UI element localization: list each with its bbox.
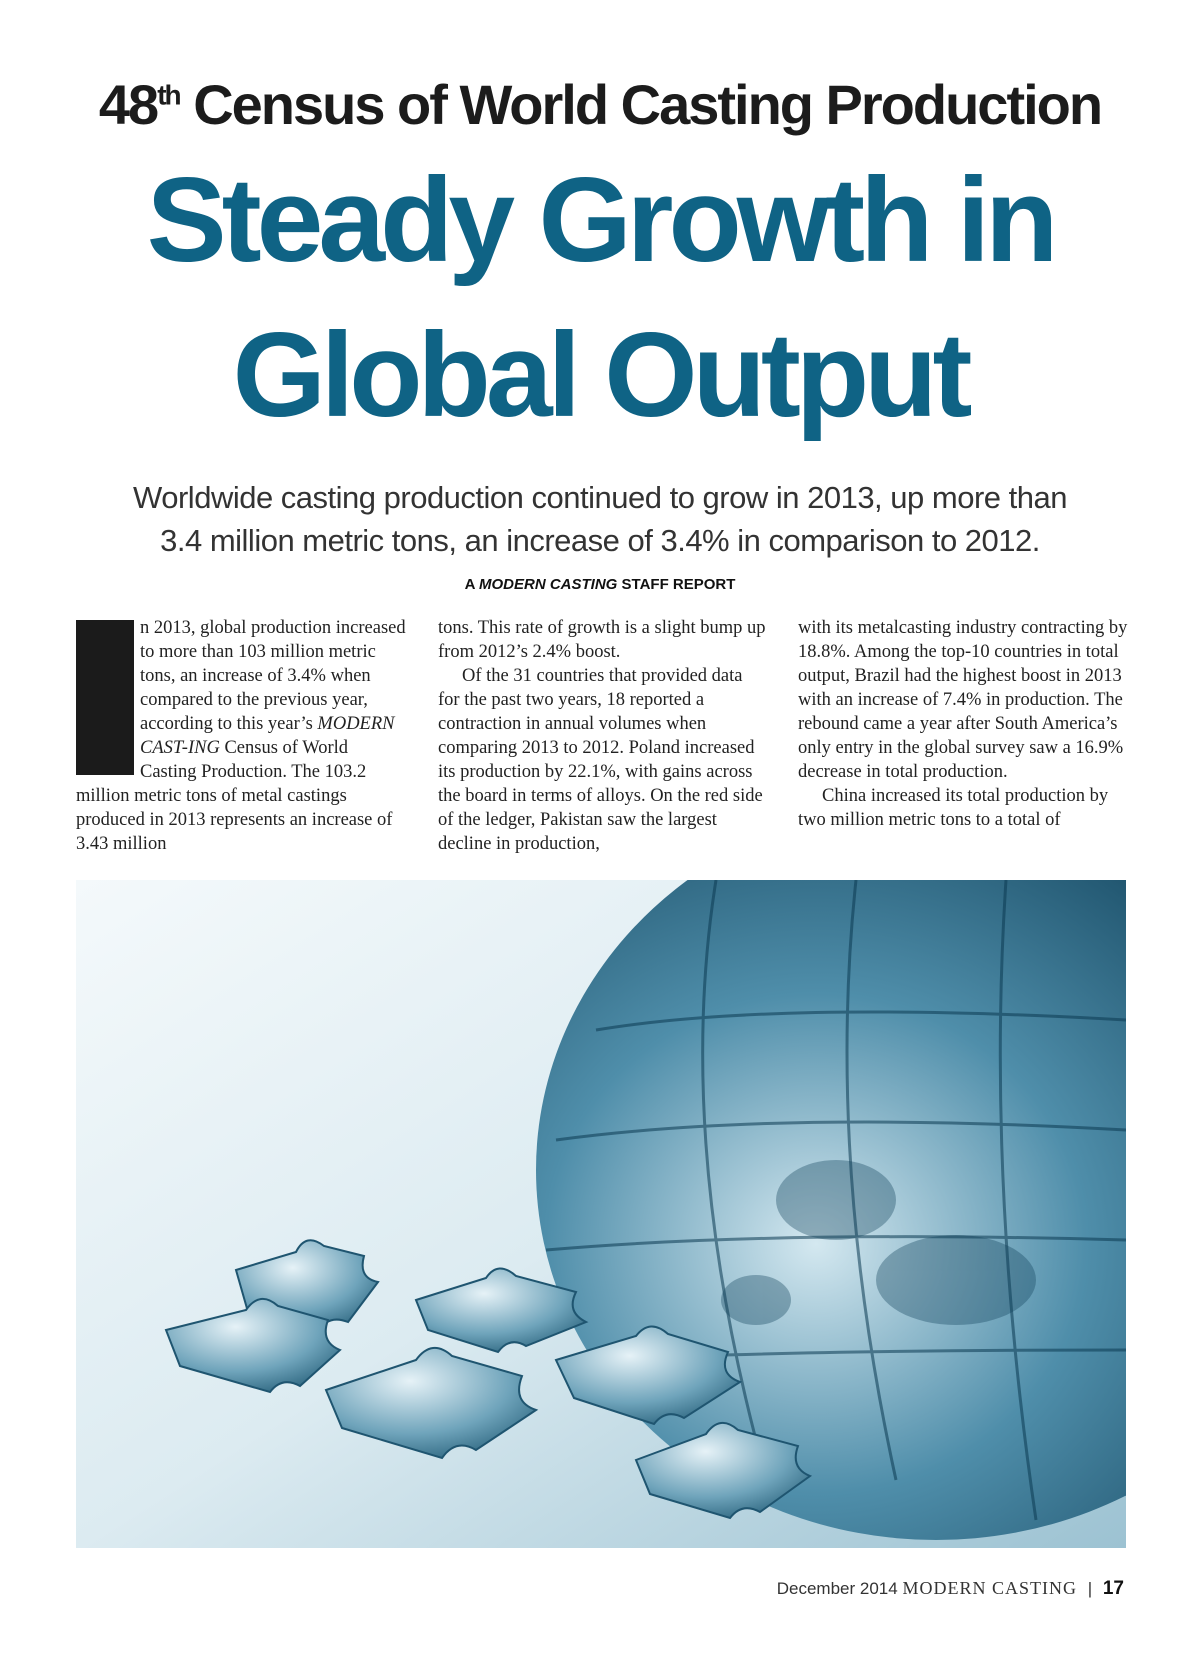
byline-prefix: A: [464, 576, 480, 593]
kicker-number: 48: [98, 73, 158, 136]
kicker-superscript: th: [157, 79, 180, 111]
article-column-3: [798, 616, 1128, 832]
byline-publication: MODERN CASTING: [479, 576, 618, 593]
kicker-text: Census of World Casting Production: [179, 73, 1102, 136]
article-column-2: [438, 616, 768, 856]
headline-line-1: Steady Growth in: [146, 153, 1054, 287]
article-paragraph-3: Of the 31 countries that provided data for the past two years, 18 reported a contraction in annual volumes when comparing 2013 to 2012. Poland increased its production by 22.1%, with gains across the board in terms of alloys. On the red side of the ledger, Pakistan saw the largest decline in production,: [438, 666, 763, 854]
footer-publication: MODERN CASTING: [902, 1578, 1077, 1598]
footer-date: December 2014: [776, 1579, 898, 1598]
headline-line-2: Global Output: [232, 308, 968, 442]
kicker-title: [0, 72, 1200, 137]
col1-publication: MODERN CAST-ING: [140, 714, 395, 758]
col1-text-a: n 2013, global production increased to more than 103 million metric tons, an increase of 3.4% when compared to the previous year, according to this year’s: [140, 618, 406, 734]
page-number: 17: [1102, 1578, 1124, 1599]
article-paragraph-4: with its metalcasting industry contracting by 18.8%. Among the top-10 countries in total output, Brazil had the highest boost in 2013 with an increase of 7.4% in production. The rebound came a year after South America’s only entry in the global survey saw a 16.9% decrease in total production.: [798, 618, 1128, 782]
col1-text-b: Census of World Casting Production. The 103.2 million metric tons of metal castings produced in 2013 represents an increase of 3.43 million: [76, 738, 393, 854]
footer-separator: |: [1087, 1579, 1093, 1598]
deck-line-2: 3.4 million metric tons, an increase of 3.4% in comparison to 2012.: [160, 523, 1040, 558]
deck: [0, 476, 1200, 562]
article-column-1: [76, 616, 406, 856]
puzzle-globe-photo: [76, 880, 1126, 1548]
byline: [0, 576, 1200, 593]
page-footer: [777, 1578, 1124, 1600]
byline-suffix: STAFF REPORT: [617, 576, 736, 593]
drop-cap-i: [76, 620, 134, 775]
article-paragraph-5: China increased its total production by two million metric tons to a total of: [798, 786, 1109, 830]
article-paragraph-2: tons. This rate of growth is a slight bump up from 2012’s 2.4% boost.: [438, 618, 766, 662]
deck-line-1: Worldwide casting production continued to grow in 2013, up more than: [133, 480, 1067, 515]
